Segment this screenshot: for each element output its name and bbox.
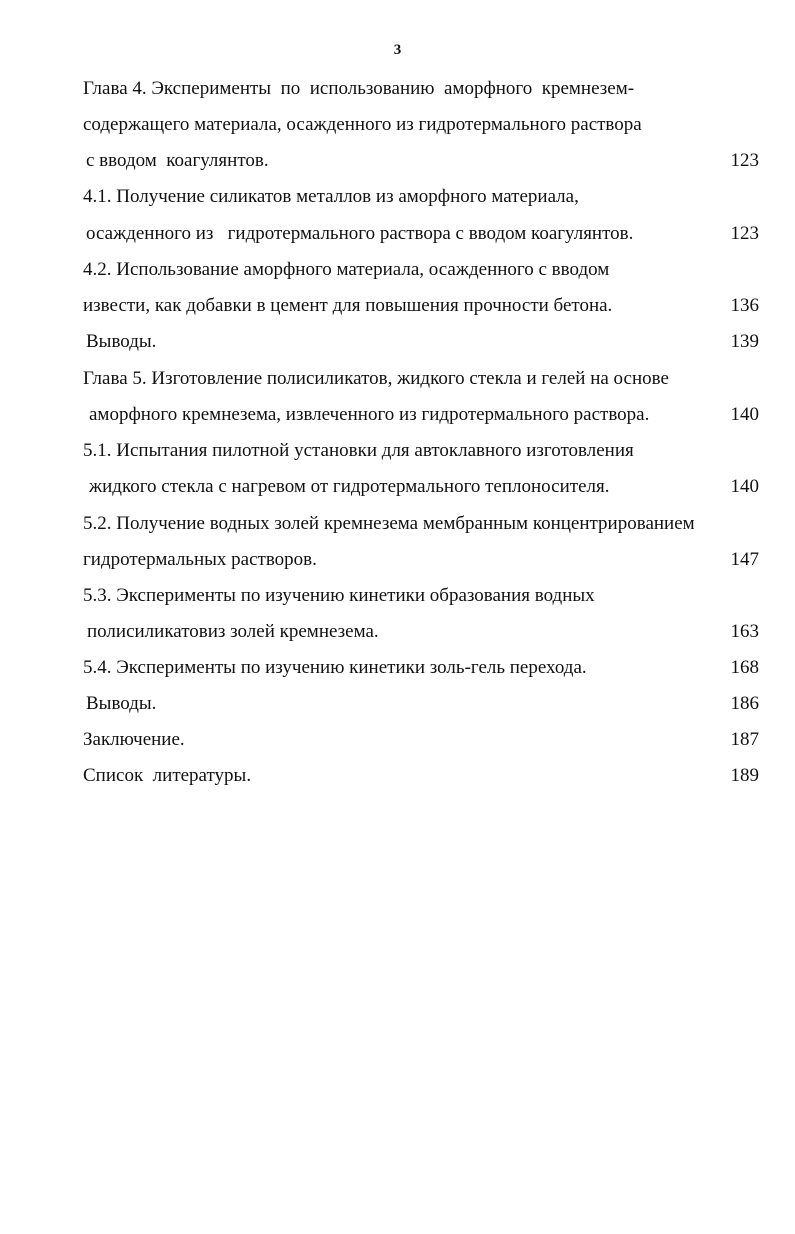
toc-entry-text: осажденного из гидротермального раствора с вводом коагулянтов. [86,223,634,244]
toc-page-number: 163 [730,621,759,642]
toc-line [0,763,795,789]
toc-page-number: 168 [730,657,759,678]
toc-entry-text: Глава 5. Изготовление полисиликатов, жидкого стекла и гелей на основе [83,368,669,389]
toc-entry-text: гидротермальных растворов. [83,549,317,570]
toc-entry-text: аморфного кремнезема, извлеченного из гидротермального раствора. [89,404,650,425]
toc-line [0,583,795,609]
toc-entry-text: 4.1. Получение силикатов металлов из аморфного материала, [83,186,579,207]
toc-entry-text: жидкого стекла с нагревом от гидротермального теплоносителя. [89,476,610,497]
toc-line [0,221,795,247]
toc-line [0,366,795,392]
toc-entry-text: извести, как добавки в цемент для повышения прочности бетона. [83,295,613,316]
toc-page-number: 189 [730,765,759,786]
toc-entry-text: Выводы. [86,693,157,714]
toc-line [0,691,795,717]
toc-entry-text: 5.3. Эксперименты по изучению кинетики образования водных [83,585,595,606]
toc-line [0,257,795,283]
toc-page-number: 186 [730,693,759,714]
toc-line [0,184,795,210]
toc-line [0,329,795,355]
toc-line [0,474,795,500]
toc-page-number: 140 [730,404,759,425]
toc-page-number: 123 [730,150,759,171]
toc-entry-text: Выводы. [86,331,157,352]
toc-entry-text: 4.2. Использование аморфного материала, осажденного с вводом [83,259,610,280]
toc-entry-text: 5.4. Эксперименты по изучению кинетики золь-гель перехода. [83,657,587,678]
toc-line [0,511,795,537]
toc-entry-text: содержащего материала, осажденного из гидротермального раствора [83,114,642,135]
toc-page-number: 136 [730,295,759,316]
toc-line [0,402,795,428]
page-number: 3 [393,42,402,58]
toc-line [0,438,795,464]
toc-page-number: 147 [730,549,759,570]
toc-entry-text: с вводом коагулянтов. [86,150,269,171]
toc-page-number: 123 [730,223,759,244]
toc-line [0,148,795,174]
toc-page-number: 139 [730,331,759,352]
toc-page-number: 140 [730,476,759,497]
toc-page-number: 187 [730,729,759,750]
toc-line [0,112,795,138]
toc-entry-text: Глава 4. Эксперименты по использованию аморфного кремнезем- [83,78,635,99]
toc-line [0,655,795,681]
toc-line [0,293,795,319]
toc-line [0,619,795,645]
toc-line [0,547,795,573]
toc-line [0,727,795,753]
toc-entry-text: 5.1. Испытания пилотной установки для автоклавного изготовления [83,440,634,461]
toc-entry-text: 5.2. Получение водных золей кремнезема мембранным концентрированием [83,513,695,534]
toc-entry-text: Заключение. [83,729,185,750]
toc-entry-text: полисиликатовиз золей кремнезема. [87,621,379,642]
toc-entry-text: Список литературы. [83,765,252,786]
toc-line [0,76,795,102]
